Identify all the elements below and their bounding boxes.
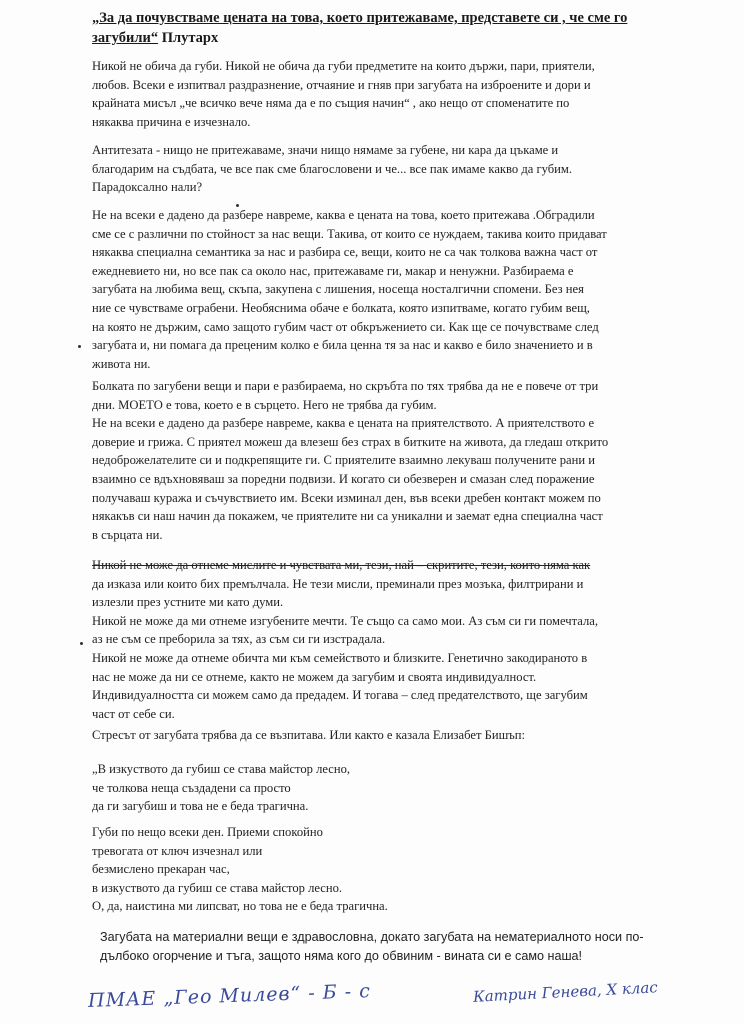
text-line: аз не съм се преборила за тях, аз съм си ги изстрадала. xyxy=(92,632,386,647)
poem-stanza-1 xyxy=(92,760,652,816)
text-line: да изказа или които бих премълчала. Не тези мисли, преминали през мозъка, филтрирани и xyxy=(92,576,584,591)
poem-line: в изкуството да губиш се става майстор лесно. xyxy=(92,880,343,895)
scan-speck xyxy=(78,345,81,348)
text-line: взаимно се вдъхновяваш за поредни подвизи. И когато си обезверен и смазан след поражение xyxy=(92,471,595,486)
scan-speck xyxy=(80,642,83,645)
text-line: нас не може да ни се отнеме, както не можем да загубим и своята индивидуалност. xyxy=(92,669,537,684)
poem-line: Губи по нещо всеки ден. Приеми спокойно xyxy=(92,825,323,839)
title-quote: „За да почувстваме цената на това, което притежаваме, представете си , че сме го загубили“ xyxy=(92,10,628,46)
text-line: любов. Всеки е изпитвал раздразнение, отчаяние и гняв при загубата на изброените и дори и xyxy=(92,77,591,92)
paragraph-bishop-intro xyxy=(92,726,652,745)
text-line: Загубата на материални вещи е здравословна, докато загубата на нематериалното носи по- xyxy=(100,930,644,944)
text-line: Стресът от загубата трябва да се възпитава. Или както е казала Елизабет Бишъп: xyxy=(92,728,526,742)
handwritten-school-name: ПМАЕ „Гео Милев“ - Б - с xyxy=(87,980,372,1012)
strikethrough-line: Никой не може да отнеме мислите и чувствата ми, тези, най – скритите, тези, които няма как xyxy=(92,558,591,572)
text-line: в сърцата ни. xyxy=(92,527,163,542)
text-line: Антитезата - нищо не притежаваме, значи нищо нямаме за губене, ни кара да цъкаме и xyxy=(92,143,559,157)
text-line: ежедневието ни, но все пак са около нас, притежаваме ги, макар и ненужни. Разбираема е xyxy=(92,263,574,278)
paragraph-possessions xyxy=(92,206,652,373)
paragraph-cannot-take xyxy=(92,556,652,723)
text-line: Индивидуалността си можем само да предадем. И тогава – след предателството, ще загубим xyxy=(92,688,588,703)
text-line: загубата и, ни помага да преценим колко е била ценна тя за нас и какво е било значението и в xyxy=(92,338,593,353)
text-line: получаваш куража и съчувствието им. Всеки изминал ден, във всеки дребен контакт можем по xyxy=(92,490,601,505)
text-line: загубата на любима вещ, скъпа, закупена с лишения, носеща носталгични спомени. Без нея xyxy=(92,282,584,297)
title-author: Плутарх xyxy=(161,30,219,46)
poem-line: „В изкуството да губиш се става майстор лесно, xyxy=(92,762,351,776)
text-line: дни. МОЕТО е това, което е в сърцето. Него не трябва да губим. xyxy=(92,397,437,412)
text-line: Никой не обича да губи. Никой не обича да губи предметите на които държи, пари, приятели, xyxy=(92,59,595,73)
poem-line: О, да, наистина ми липсват, но това не е беда трагична. xyxy=(92,899,388,913)
poem-line: че толкова неща създадени са просто xyxy=(92,780,291,795)
poem-line: безмислено прекаран час, xyxy=(92,862,230,877)
text-line: крайната мисъл „че всичко вече няма да е по същия начин“ , ако нещо от споменатите по xyxy=(92,96,570,111)
poem-closing-line xyxy=(92,897,652,916)
text-line: благодарим на съдбата, че все пак сме благословени и че... все пак имаме какво да губим. xyxy=(92,161,573,176)
text-line: Парадоксално нали? xyxy=(92,180,203,195)
text-line: Не на всеки е дадено да разбере навреме, каква е цената на приятелството. А приятелството е xyxy=(92,416,595,431)
poem-stanza-2 xyxy=(92,823,652,897)
text-line: Не на всеки е дадено да разбере навреме, каква е цената на това, което притежава .Обградили xyxy=(92,208,595,222)
paragraph-antithesis xyxy=(92,141,652,197)
poem-line: да ги загубиш и това не е беда трагична. xyxy=(92,799,309,814)
text-line: на която не държим, само защото губим част от обкръжението си. Как ще се почувстваме след xyxy=(92,319,599,334)
text-line: недоброжелателите си и подкрепящите ги. С приятелите взаимно лекуваш получените рани и xyxy=(92,453,596,468)
paragraph-intro xyxy=(92,57,652,131)
text-line: доверие и грижа. С приятел можеш да влезеш без страх в битките на живота, да гледаш открито xyxy=(92,434,609,449)
text-line: излезли през устните ми като думи. xyxy=(92,595,284,610)
text-line: сме се с различни по стойност за нас вещи. Такива, от които се нуждаем, такива които придават xyxy=(92,226,607,241)
text-line: Никой не може да отнеме обичта ми към семейството и близките. Генетично закодираното в xyxy=(92,650,588,665)
document-title xyxy=(92,8,692,48)
text-line: Болката по загубени вещи и пари е разбираема, но скръбта по тях трябва да не е повече от три xyxy=(92,379,599,393)
text-line: някаква причина е изчезнало. xyxy=(92,114,251,129)
text-line: дълбоко огорчение и тъга, защото няма кого до обвиним - вината си е само наша! xyxy=(100,949,583,963)
text-line: някаква специална семантика за нас и разбира се, вещи, които не са чак толкова важна част от xyxy=(92,245,598,260)
poem-line: тревогата от ключ изчезнал или xyxy=(92,843,263,858)
scan-speck xyxy=(236,204,239,207)
text-line: част от себе си. xyxy=(92,706,175,721)
text-line: някакъв си наш начин да покажем, че приятелите ни са уникални и заемат една специална част xyxy=(92,509,603,524)
conclusion xyxy=(100,928,660,966)
text-line: ние се чувстваме ограбени. Необяснима обаче е болката, която изпитваме, когато губим вещ, xyxy=(92,300,590,315)
handwritten-author-signature: Катрин Генева, Х клас xyxy=(472,978,659,1006)
text-line: Никой не може да ми отнеме изгубените мечти. Те също са само мои. Аз съм си ги помечтала, xyxy=(92,613,599,628)
paragraph-friendship xyxy=(92,377,652,544)
text-line: живота ни. xyxy=(92,356,151,371)
